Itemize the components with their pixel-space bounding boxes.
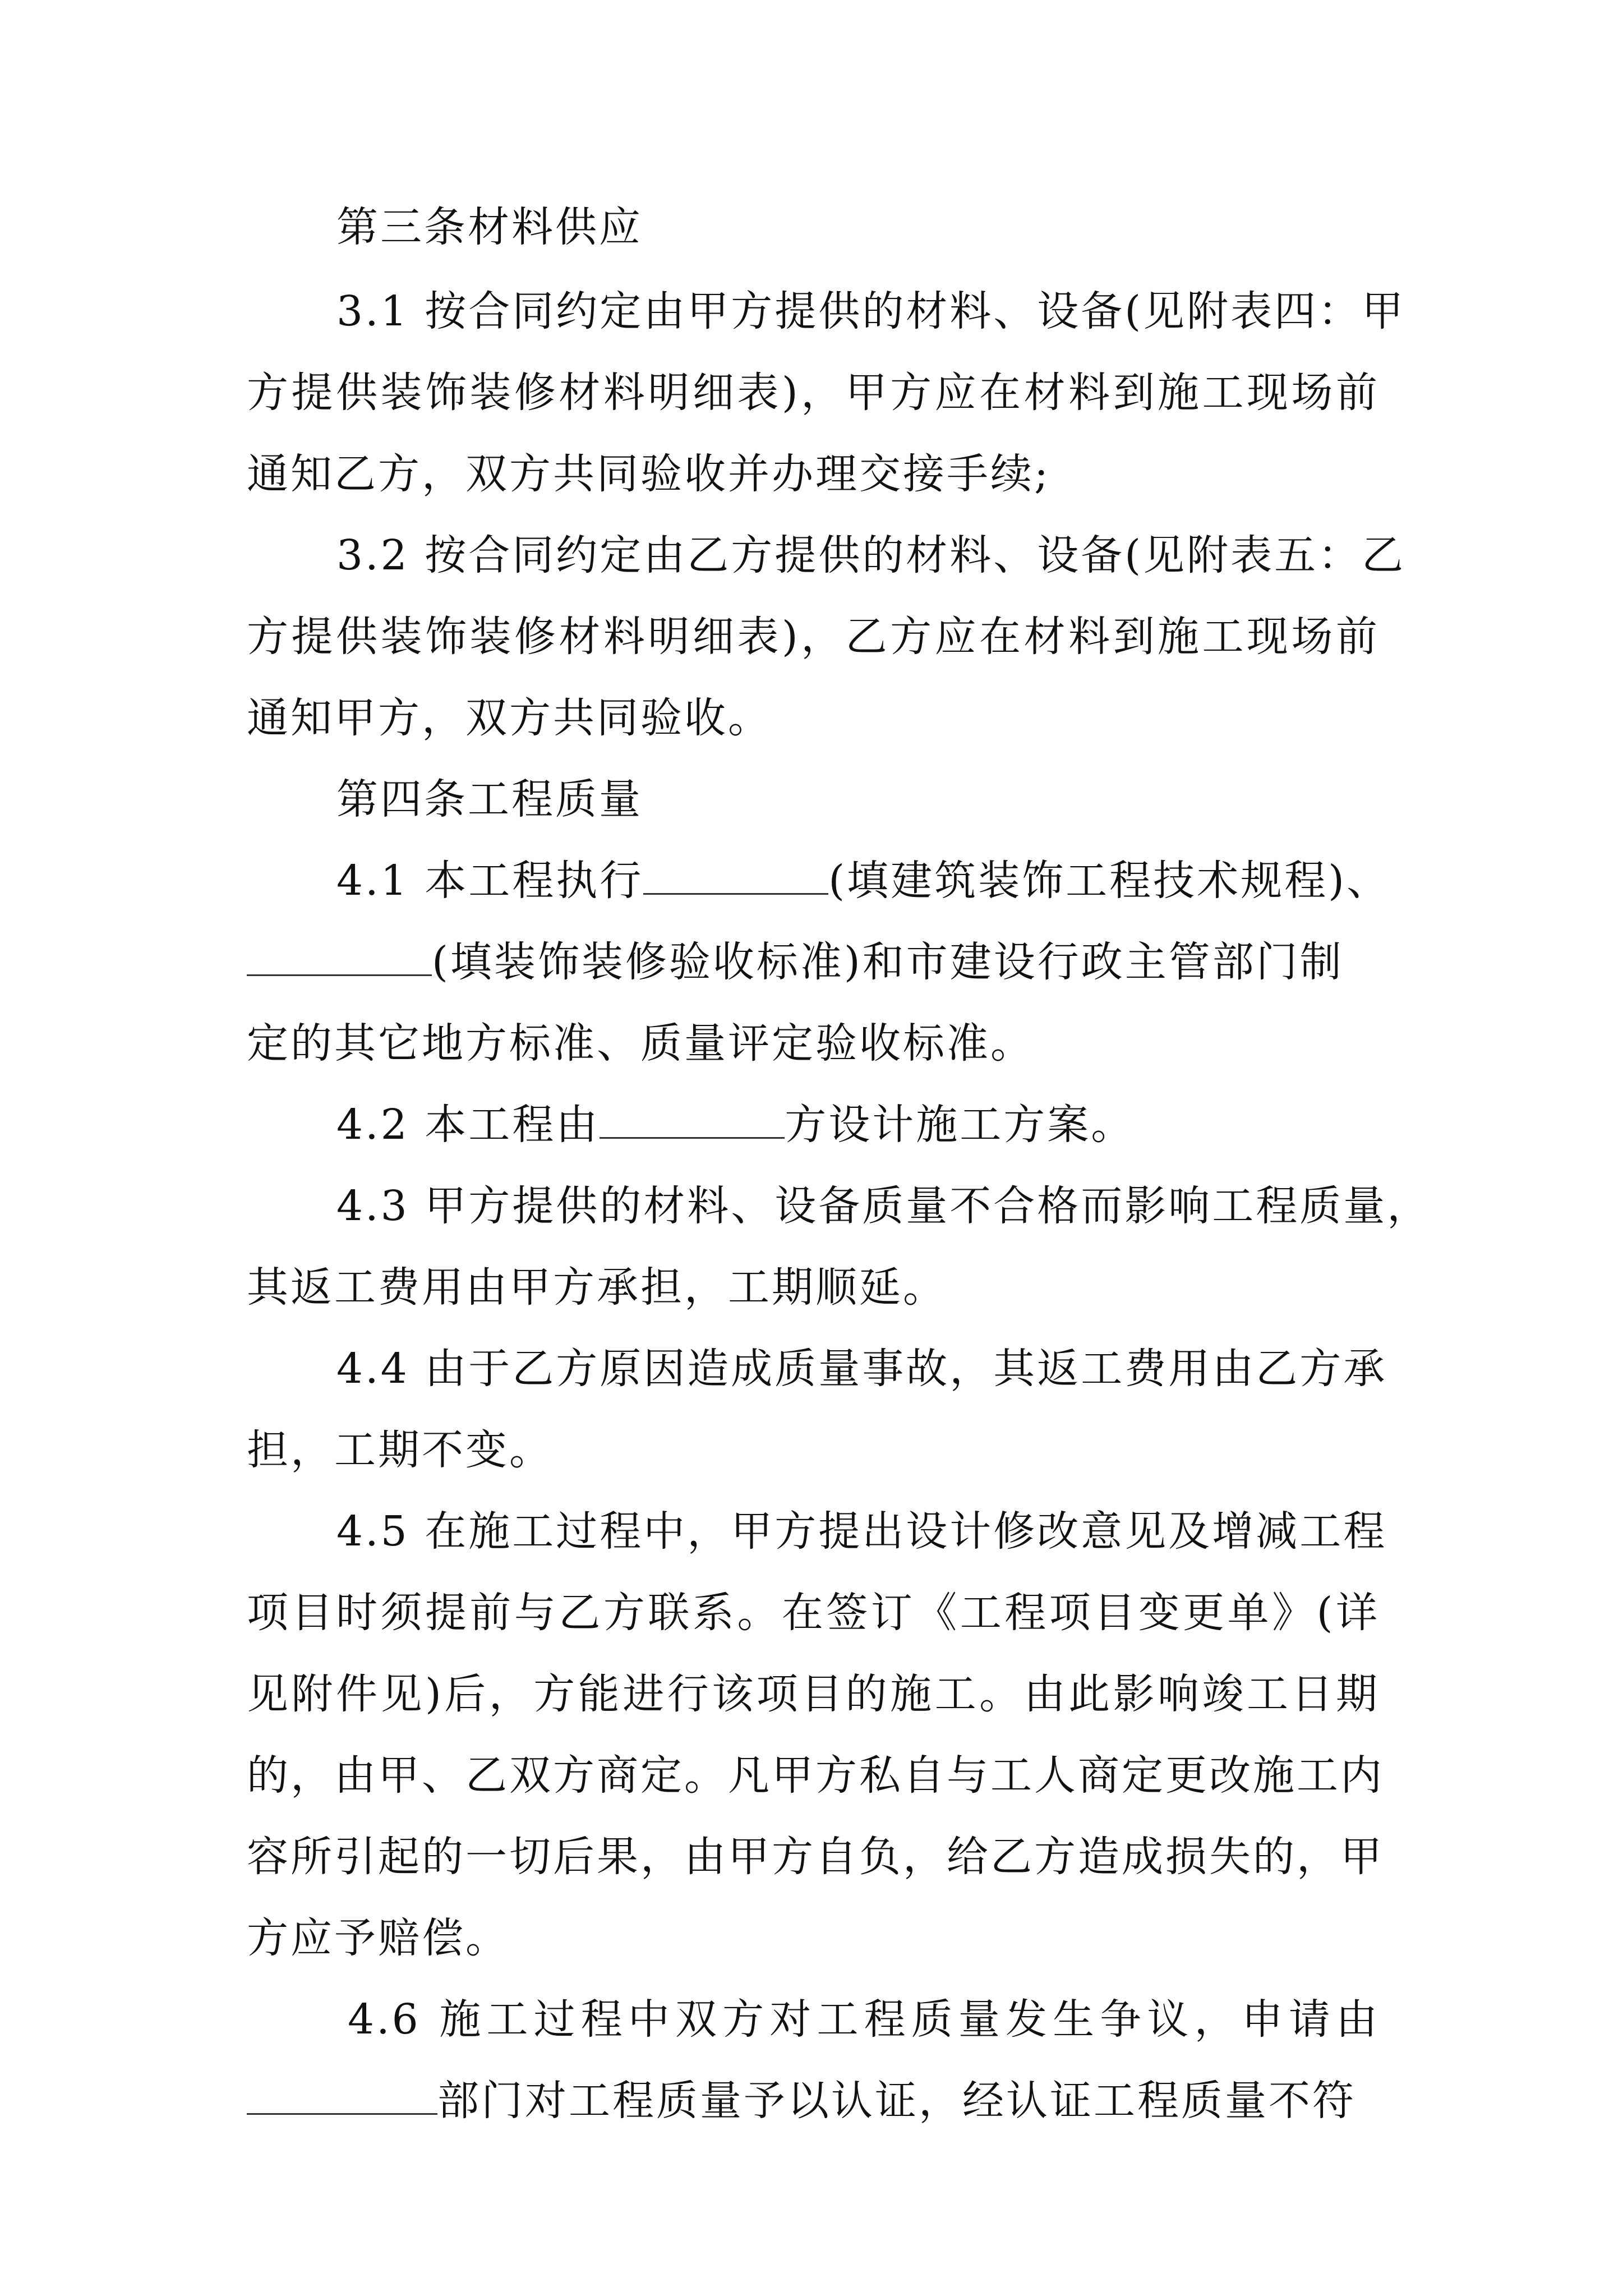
paragraph-line: 方应予赔偿。 bbox=[247, 1914, 509, 1962]
fill-in-blank[interactable] bbox=[643, 854, 828, 895]
paragraph-line: 4.2 本工程由 方设计施工方案。 bbox=[336, 1097, 1135, 1153]
fill-in-blank[interactable] bbox=[600, 1098, 785, 1139]
paragraph-line: (填装饰装修验收标准)和市建设行政主管部门制 bbox=[247, 934, 1344, 990]
paragraph-line: 4.1 本工程执行 (填建筑装饰工程技术规程)、 bbox=[336, 853, 1390, 909]
section-heading: 第三条材料供应 bbox=[336, 203, 643, 251]
paragraph-line: 容所引起的一切后果，由甲方自负，给乙方造成损失的，甲 bbox=[247, 1833, 1384, 1881]
section-heading: 第四条工程质量 bbox=[336, 775, 643, 823]
paragraph-line: 担，工期不变。 bbox=[247, 1426, 553, 1474]
paragraph-line: 见附件见)后，方能进行该项目的施工。由此影响竣工日期 bbox=[247, 1670, 1380, 1718]
paragraph-line: 通知乙方，双方共同验收并办理交接手续; bbox=[247, 450, 1050, 498]
paragraph-line: 其返工费用由甲方承担，工期顺延。 bbox=[247, 1263, 947, 1312]
paragraph-line: 4.6 施工过程中双方对工程质量发生争议，申请由 bbox=[348, 1995, 1380, 2044]
paragraph-line: 的，由甲、乙双方商定。凡甲方私自与工人商定更改施工内 bbox=[247, 1751, 1384, 1800]
paragraph-line: 3.1 按合同约定由甲方提供的材料、设备(见附表四：甲 bbox=[336, 287, 1406, 335]
paragraph-line: 4.4 由于乙方原因造成质量事故，其返工费用由乙方承 bbox=[336, 1345, 1387, 1393]
paragraph-line: 项目时须提前与乙方联系。在签订《工程项目变更单》(详 bbox=[247, 1589, 1380, 1637]
paragraph-line: 方提供装饰装修材料明细表)，甲方应在材料到施工现场前 bbox=[247, 369, 1380, 417]
paragraph-line: 通知甲方，双方共同验收。 bbox=[247, 694, 772, 742]
paragraph-line: 部门对工程质量予以认证，经认证工程质量不符 bbox=[247, 2073, 1356, 2129]
paragraph-line: 4.5 在施工过程中，甲方提出设计修改意见及增减工程 bbox=[336, 1507, 1387, 1556]
paragraph-line: 3.2 按合同约定由乙方提供的材料、设备(见附表五：乙 bbox=[336, 531, 1406, 579]
paragraph-line: 方提供装饰装修材料明细表)，乙方应在材料到施工现场前 bbox=[247, 613, 1380, 661]
fill-in-blank[interactable] bbox=[247, 935, 432, 976]
paragraph-line: 定的其它地方标准、质量评定验收标准。 bbox=[247, 1019, 1034, 1068]
fill-in-blank[interactable] bbox=[247, 2074, 437, 2115]
paragraph-line: 4.3 甲方提供的材料、设备质量不合格而影响工程质量， bbox=[336, 1182, 1431, 1230]
